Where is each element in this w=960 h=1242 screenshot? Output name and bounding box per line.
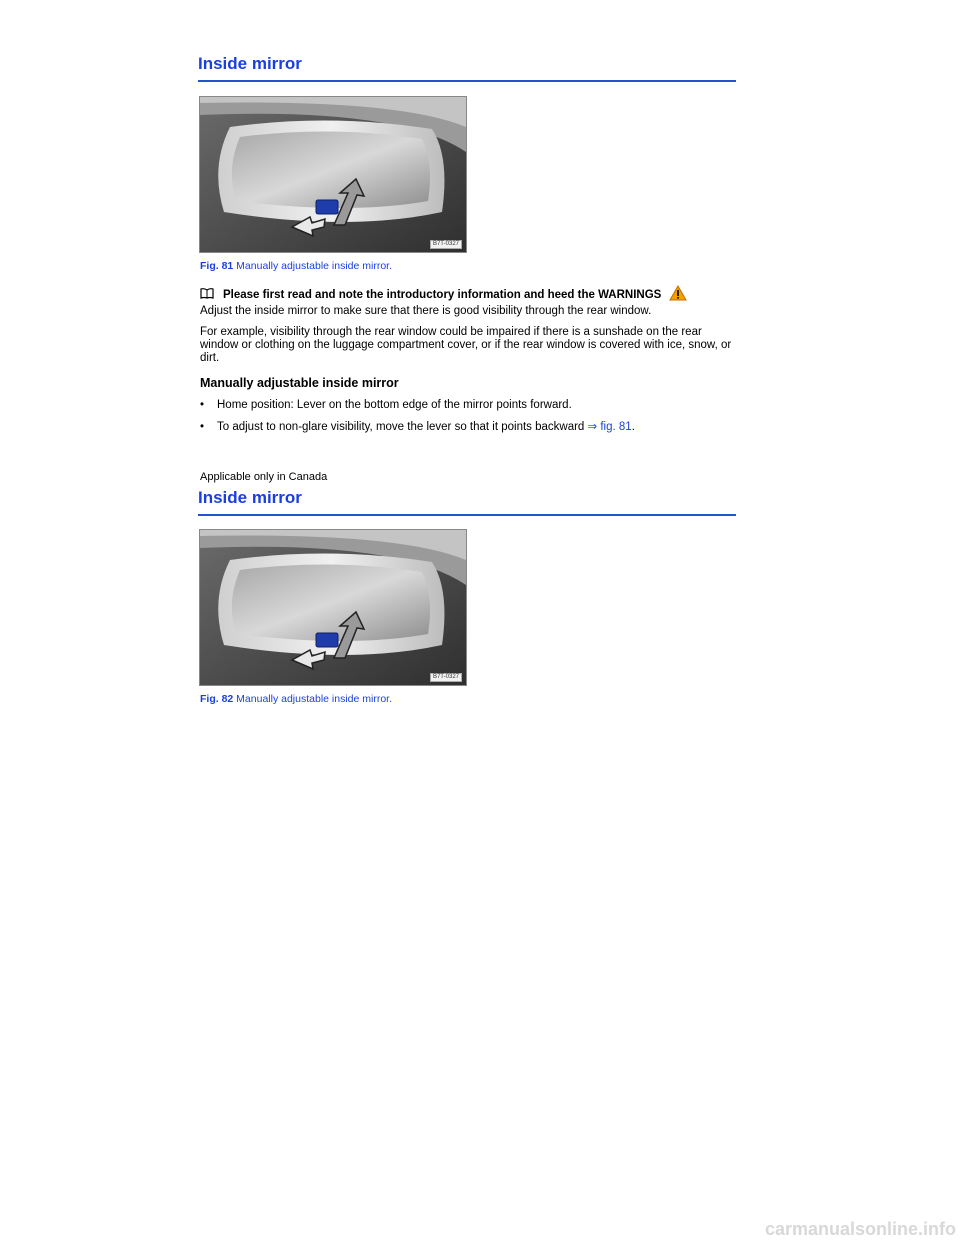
list-item [200, 399, 740, 411]
list-item-text: Home position: Lever on the bottom edge of the mirror points forward. [217, 399, 572, 411]
mirror-illustration [200, 530, 466, 685]
figure-code: B7T-0327 [430, 240, 462, 249]
bullet-dot: • [200, 421, 205, 433]
applicable-note: Applicable only in Canada [200, 471, 328, 483]
bullet-dot: • [200, 399, 205, 411]
section-heading: Inside mirror [198, 53, 736, 82]
mirror-figure [199, 96, 467, 253]
figure-code: B7T-0327 [430, 673, 462, 682]
list-item-suffix: . [631, 421, 635, 433]
mirror-illustration [200, 97, 466, 252]
watermark: carmanualsonline.info [764, 1219, 956, 1239]
figure-number: Fig. 82 [200, 693, 234, 705]
figure-caption-text: Manually adjustable inside mirror. [233, 260, 393, 272]
figure-caption-text: Manually adjustable inside mirror. [233, 693, 393, 705]
mirror-figure [199, 529, 467, 686]
figure-caption [200, 693, 392, 705]
list-item-text: To adjust to non-glare visibility, move the lever so that it points backward [217, 421, 588, 433]
list-item [200, 419, 740, 433]
figure-number: Fig. 81 [200, 260, 234, 272]
paragraph: Adjust the inside mirror to make sure that there is good visibility through the rear window. [200, 305, 652, 317]
paragraph: For example, visibility through the rear window could be impaired if there is a sunshade on the rear window or clothing on the luggage compartment cover, or if the rear window is covered with ice, snow, or dirt. [200, 326, 732, 364]
figure-link[interactable]: ⇒ fig. 81 [587, 421, 632, 433]
figure-caption [200, 260, 392, 272]
warning-icon[interactable] [669, 285, 687, 304]
intro-text: Please first read and note the introductory information and heed the WARNINGS [223, 289, 662, 301]
intro-line [200, 285, 687, 304]
subheading: Manually adjustable inside mirror [200, 376, 399, 390]
book-icon [200, 288, 214, 302]
section-heading: Inside mirror [198, 487, 736, 516]
